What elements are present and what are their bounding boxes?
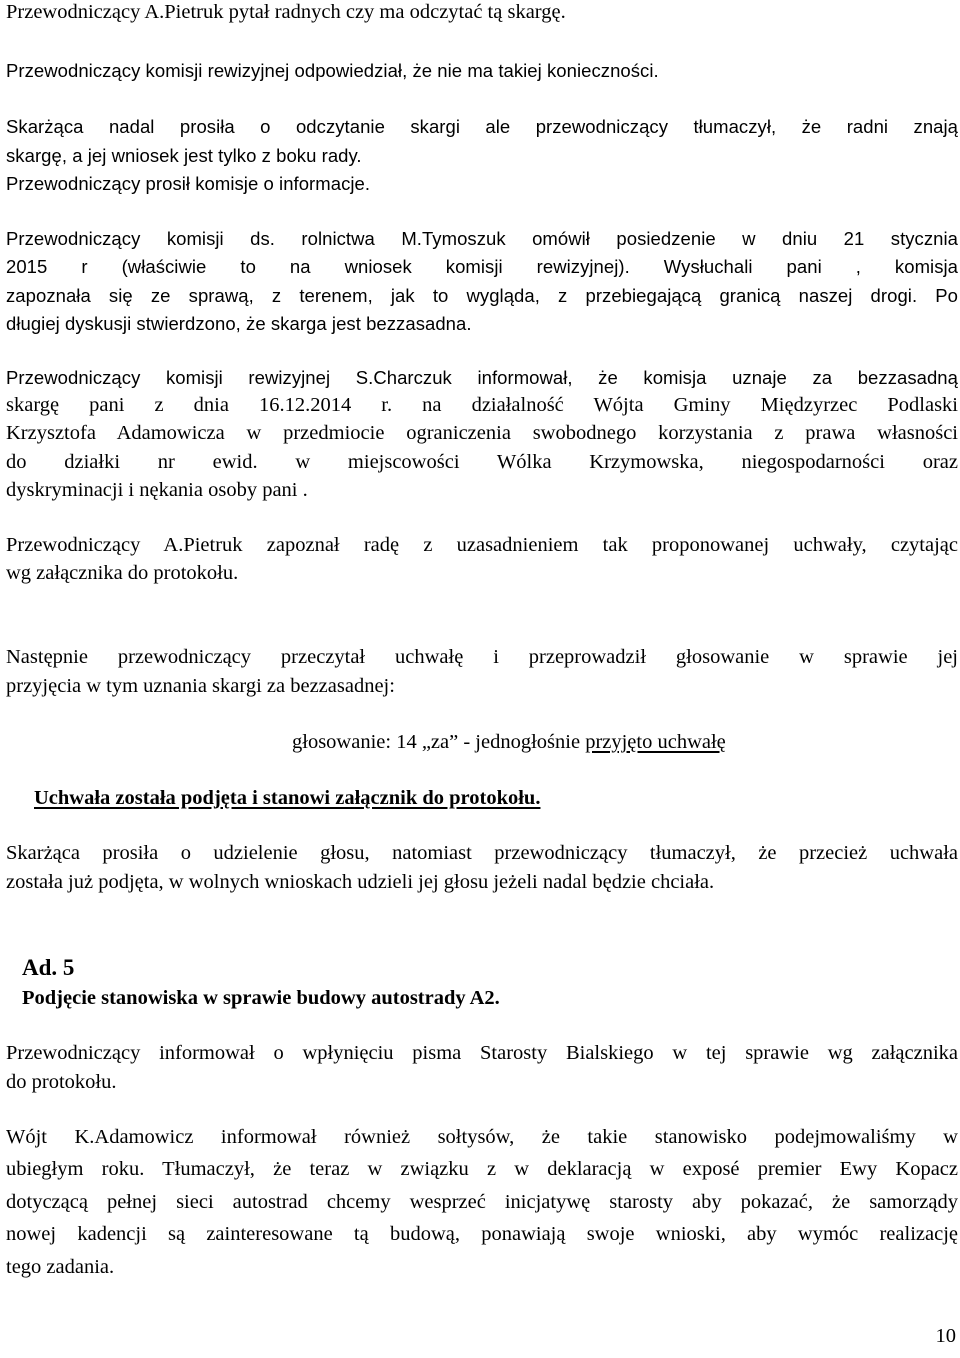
paragraph-line: skargę pani z dnia 16.12.2014 r. na działalność Wójta Gminy Międzyrzec Podlaski xyxy=(6,394,958,416)
page-number: 10 xyxy=(935,1325,956,1347)
paragraph-line: Przewodniczący komisji rewizyjnej S.Charczuk informował, że komisja uznaje za bezzasadną xyxy=(6,367,958,388)
paragraph-line: Przewodniczący komisji ds. rolnictwa M.Tymoszuk omówił posiedzenie w dniu 21 stycznia xyxy=(6,228,958,249)
paragraph-line: nowej kadencji są zainteresowane tą budową, ponawiają swoje wnioski, aby wymóc realizację xyxy=(6,1223,958,1245)
paragraph-line: zapoznała się ze sprawą, z terenem, jak to wygląda, z przebiegającą granicą naszej drogi. Po xyxy=(6,285,958,306)
vote-result-line xyxy=(292,731,726,754)
paragraph-line: skargę, a jej wniosek jest tylko z boku rady. xyxy=(6,145,362,166)
paragraph-line: Przewodniczący prosił komisje o informacje. xyxy=(6,173,371,194)
paragraph-line: wg załącznika do protokołu. xyxy=(6,562,239,584)
paragraph-line: Wójt K.Adamowicz informował również sołtysów, że takie stanowisko podejmowaliśmy w xyxy=(6,1126,958,1148)
paragraph-line: do protokołu. xyxy=(6,1071,117,1093)
paragraph-line: została już podjęta, w wolnych wnioskach udzieli jej głosu jeżeli nadal będzie chciała. xyxy=(6,871,715,893)
paragraph-line: Następnie przewodniczący przeczytał uchwałę i przeprowadził głosowanie w sprawie jej xyxy=(6,646,958,668)
paragraph-line: ubiegłym roku. Tłumaczył, że teraz w związku z w deklaracją w exposé premier Ewy Kopacz xyxy=(6,1158,958,1180)
paragraph-line: dotyczącą pełnej sieci autostrad chcemy wesprzeć inicjatywę starosty aby pokazać, że samorządy xyxy=(6,1191,958,1213)
paragraph-line: długiej dyskusji stwierdzono, że skarga jest bezzasadna. xyxy=(6,313,472,334)
paragraph-line: Przewodniczący A.Pietruk zapoznał radę z uzasadnieniem tak proponowanej uchwały, czytając xyxy=(6,534,958,556)
paragraph-line: Skarżąca prosiła o udzielenie głosu, natomiast przewodniczący tłumaczył, że przecież uchwała xyxy=(6,842,958,864)
paragraph-line: tego zadania. xyxy=(6,1256,115,1278)
vote-outcome: przyjęto uchwałę xyxy=(585,731,726,753)
resolution-note: Uchwała została podjęta i stanowi załącznik do protokołu. xyxy=(34,787,541,809)
paragraph-line: Przewodniczący informował o wpłynięciu pisma Starosty Bialskiego w tej sprawie wg załącznika xyxy=(6,1042,958,1064)
paragraph-line: 2015 r (właściwie to na wniosek komisji rewizyjnej). Wysłuchali pani , komisja xyxy=(6,256,958,277)
paragraph-line: Krzysztofa Adamowicza w przedmiocie ograniczenia swobodnego korzystania z prawa własności xyxy=(6,422,958,444)
paragraph-line: do działki nr ewid. w miejscowości Wólka Krzymowska, niegospodarności oraz xyxy=(6,451,958,473)
paragraph-line: Przewodniczący A.Pietruk pytał radnych czy ma odczytać tą skargę. xyxy=(6,1,566,23)
paragraph-line: Przewodniczący komisji rewizyjnej odpowiedział, że nie ma takiej konieczności. xyxy=(6,60,659,81)
vote-count: głosowanie: 14 „za” - jednogłośnie xyxy=(292,731,586,753)
paragraph-line: dyskryminacji i nękania osoby pani . xyxy=(6,479,308,501)
section-number: Ad. 5 xyxy=(22,955,75,980)
paragraph-line: Skarżąca nadal prosiła o odczytanie skargi ale przewodniczący tłumaczył, że radni znają xyxy=(6,116,958,137)
section-title: Podjęcie stanowiska w sprawie budowy autostrady A2. xyxy=(22,987,500,1009)
paragraph-line: przyjęcia w tym uznania skargi za bezzasadnej: xyxy=(6,675,395,697)
